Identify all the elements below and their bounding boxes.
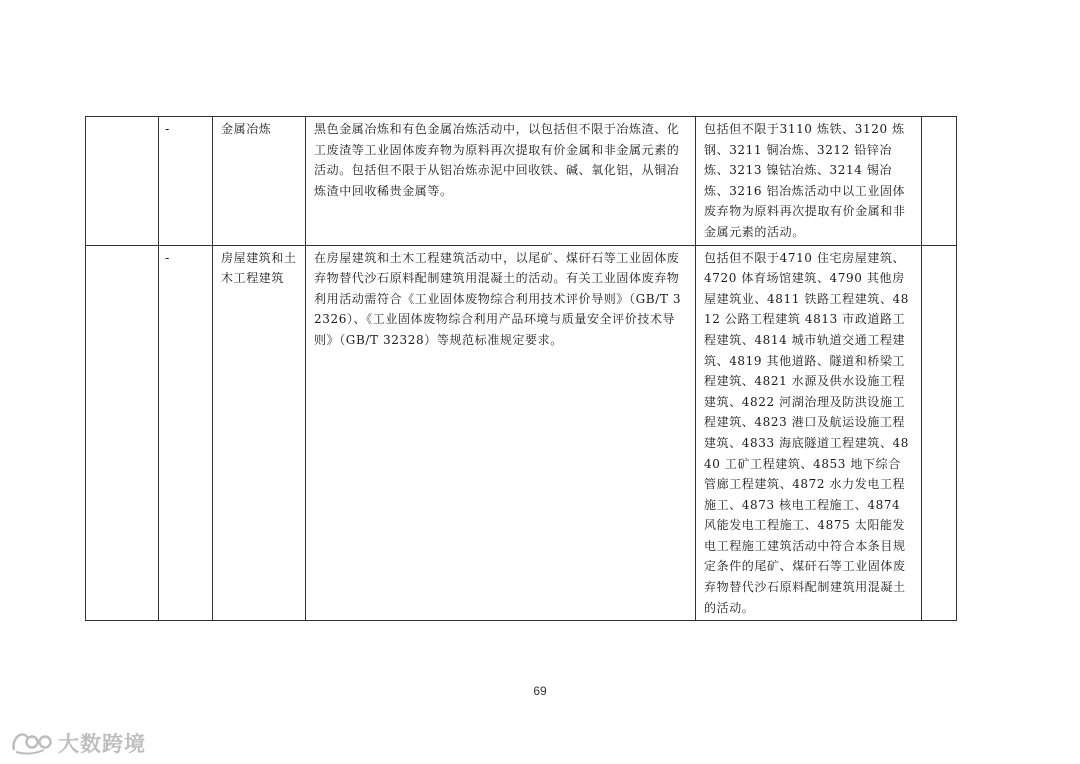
table-row <box>86 245 957 621</box>
watermark-text: 大数跨境 <box>58 732 146 756</box>
item-note <box>922 117 957 246</box>
item-note <box>922 245 957 621</box>
page-number: 69 <box>533 684 547 698</box>
brand-logo-icon <box>10 730 54 756</box>
blank-cell <box>86 117 159 246</box>
table-row <box>86 117 957 246</box>
item-description: 在房屋建筑和土木工程建筑活动中，以尾矿、煤矸石等工业固体废弃物替代沙石原料配制建筑用混凝土的活动。有关工业固体废弃物利用活动需符合《工业固体废物综合利用技术评价导则》（GB/T 32326）、《工业固体废物综合利用产品环境与质量安全评价技术导则》（GB/T 32328）等规范标准规定要求。 <box>306 245 696 621</box>
item-description: 黑色金属冶炼和有色金属冶炼活动中，以包括但不限于冶炼渣、化工废渣等工业固体废弃物为原料再次提取有价金属和非金属元素的活动。包括但不限于从铝冶炼赤泥中回收铁、碱、氧化铝，从铜冶炼渣中回收稀贵金属等。 <box>306 117 696 246</box>
watermark <box>10 728 146 758</box>
item-industry-codes: 包括但不限于3110 炼铁、3120 炼钢、3211 铜冶炼、3212 铅锌冶炼、3213 镍钴冶炼、3214 锡冶炼、3216 铝冶炼活动中以工业固体废弃物为原料再次提取有价金属和非金属元素的活动。 <box>696 117 922 246</box>
item-industry-codes: 包括但不限于4710 住宅房屋建筑、4720 体育场馆建筑、4790 其他房屋建筑业、4811 铁路工程建筑、4812 公路工程建筑 4813 市政道路工程建筑、4814 城市轨道交通工程建筑、4819 其他道路、隧道和桥梁工程建筑、4821 水源及供水设施工程建筑、4822 河湖治理及防洪设施工程建筑、4823 港口及航运设施工程建筑、4833 海底隧道工程建筑、4840 工矿工程建筑、4853 地下综合管廊工程建筑、4872 水力发电工程施工、4873 核电工程施工、4874 风能发电工程施工、4875 太阳能发电工程施工建筑活动中符合本条目规定条件的尾矿、煤矸石等工业固体废弃物替代沙石原料配制建筑用混凝土的活动。 <box>696 245 922 621</box>
item-category: 房屋建筑和土木工程建筑 <box>213 245 306 621</box>
blank-cell <box>86 245 159 621</box>
classification-table <box>85 116 957 621</box>
item-category: 金属冶炼 <box>213 117 306 246</box>
item-code: - <box>159 245 213 621</box>
item-code: - <box>159 117 213 246</box>
